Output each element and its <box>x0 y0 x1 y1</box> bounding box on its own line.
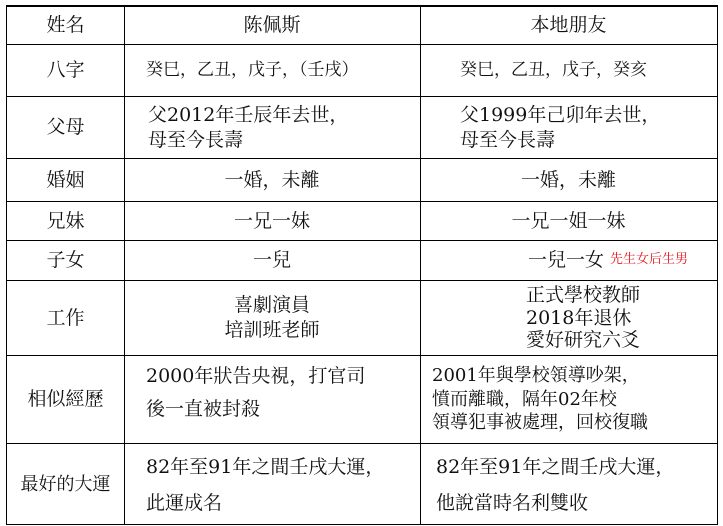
row-marriage <box>7 158 717 201</box>
work-b-line1: 正式學校教師 <box>526 283 641 306</box>
label-luck: 最好的大運 <box>20 474 111 496</box>
label-parents: 父母 <box>46 116 85 139</box>
work-b-line3: 愛好研究六爻 <box>526 329 641 352</box>
parents-b-line1: 父1999年己卯年去世， <box>460 103 661 126</box>
label-similar: 相似經歷 <box>27 388 104 411</box>
similar-a-line1: 2000年狀告央視，打官司 <box>146 365 366 387</box>
row-parents <box>7 96 717 158</box>
label-bazi: 八字 <box>46 59 85 82</box>
children-b-note: 先生女后生男 <box>610 252 689 268</box>
luck-b-line2: 他說當時名利雙收 <box>436 492 589 514</box>
work-b <box>420 281 717 355</box>
similar-a <box>124 356 420 443</box>
label-children: 子女 <box>46 249 85 272</box>
siblings-b: 一兄一姐一妹 <box>511 209 626 232</box>
comparison-table <box>6 5 718 525</box>
similar-b <box>420 356 717 443</box>
work-b-line2: 2018年退休 <box>526 306 632 329</box>
children-b <box>420 241 717 280</box>
label-marriage: 婚姻 <box>46 168 85 191</box>
similar-b-line3: 領導犯事被處理，回校復職 <box>432 412 648 434</box>
similar-b-line2: 憤而離職，隔年02年校 <box>432 388 617 410</box>
row-siblings <box>7 201 717 240</box>
luck-a-line2: 此運成名 <box>146 492 223 514</box>
luck-b-line1: 82年至91年之間壬戌大運， <box>436 455 675 478</box>
header-name: 姓名 <box>46 14 85 37</box>
luck-b <box>420 444 717 526</box>
children-a: 一兒 <box>252 249 291 272</box>
children-b-text: 一兒一女 <box>528 249 605 272</box>
row-luck <box>7 443 717 526</box>
header-person-a: 陈佩斯 <box>243 14 301 37</box>
parents-a <box>124 97 420 158</box>
parents-b-line2: 母至今長壽 <box>460 128 556 151</box>
bazi-a: 癸巳，乙丑，戊子，（壬戌） <box>146 60 359 81</box>
parents-a-line1: 父2012年壬辰年去世， <box>148 103 349 126</box>
parents-b <box>420 97 717 158</box>
header-row <box>7 6 717 44</box>
label-siblings: 兄妹 <box>46 209 85 232</box>
header-person-b: 本地朋友 <box>530 14 607 37</box>
work-a-line1: 喜劇演員 <box>233 294 310 317</box>
row-work <box>7 280 717 355</box>
marriage-b: 一婚，未離 <box>520 168 616 191</box>
similar-a-line2: 後一直被封殺 <box>146 398 261 421</box>
bazi-b: 癸巳，乙丑，戊子，癸亥 <box>460 60 647 81</box>
label-work: 工作 <box>46 306 85 329</box>
row-similar <box>7 355 717 443</box>
luck-a-line1: 82年至91年之間壬戌大運， <box>146 455 385 478</box>
luck-a <box>124 444 420 526</box>
siblings-a: 一兄一妹 <box>233 209 310 232</box>
marriage-a: 一婚，未離 <box>224 168 320 191</box>
parents-a-line2: 母至今長壽 <box>148 128 244 151</box>
row-bazi <box>7 44 717 96</box>
work-a <box>124 281 420 355</box>
similar-b-line1: 2001年與學校領導吵架， <box>432 365 640 387</box>
row-children <box>7 240 717 280</box>
work-a-line2: 培訓班老師 <box>224 319 320 341</box>
